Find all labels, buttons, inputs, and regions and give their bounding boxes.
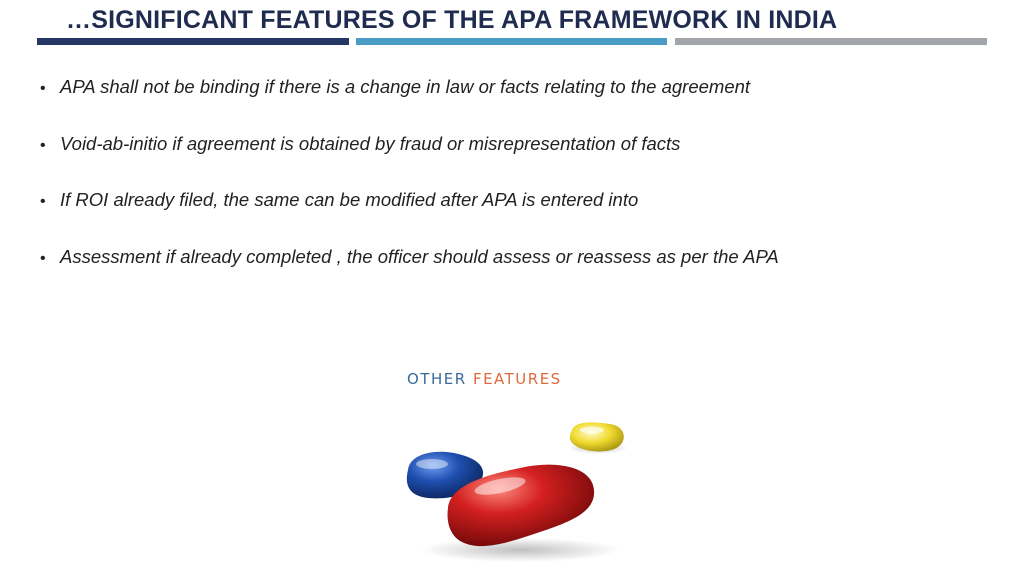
bullet-dot-icon: • bbox=[40, 136, 46, 154]
title-underline-segment-2 bbox=[356, 38, 667, 45]
bullet-item bbox=[40, 74, 779, 131]
bean-highlight bbox=[416, 459, 448, 469]
other-word: OTHER bbox=[407, 370, 467, 388]
bullet-item bbox=[40, 244, 779, 301]
bullet-text: Void-ab-initio if agreement is obtained by fraud or misrepresentation of facts bbox=[60, 132, 681, 154]
bullet-text: Assessment if already completed , the officer should assess or reassess as per the APA bbox=[60, 245, 779, 267]
bean-highlight bbox=[580, 427, 604, 434]
bullet-item bbox=[40, 187, 779, 244]
feature-bullet-list bbox=[40, 74, 779, 300]
bullet-item bbox=[40, 131, 779, 188]
bullet-dot-icon: • bbox=[40, 193, 46, 210]
bean-shadow bbox=[420, 538, 620, 562]
features-word: FEATURES bbox=[472, 370, 562, 388]
bullet-text: APA shall not be binding if there is a change in law or facts relating to the agreement bbox=[60, 76, 751, 97]
jelly-beans-graphic bbox=[380, 400, 640, 565]
bullet-dot-icon: • bbox=[40, 249, 46, 267]
bullet-text: If ROI already filed, the same can be modified after APA is entered into bbox=[60, 189, 639, 210]
title-underline-segment-1 bbox=[37, 38, 349, 45]
bullet-dot-icon: • bbox=[40, 80, 46, 97]
title-underline-segment-3 bbox=[675, 38, 987, 45]
slide-title: …SIGNIFICANT FEATURES OF THE APA FRAMEWORK IN INDIA bbox=[66, 6, 838, 34]
other-features-label bbox=[407, 370, 562, 388]
yellow-bean-icon bbox=[570, 422, 624, 451]
